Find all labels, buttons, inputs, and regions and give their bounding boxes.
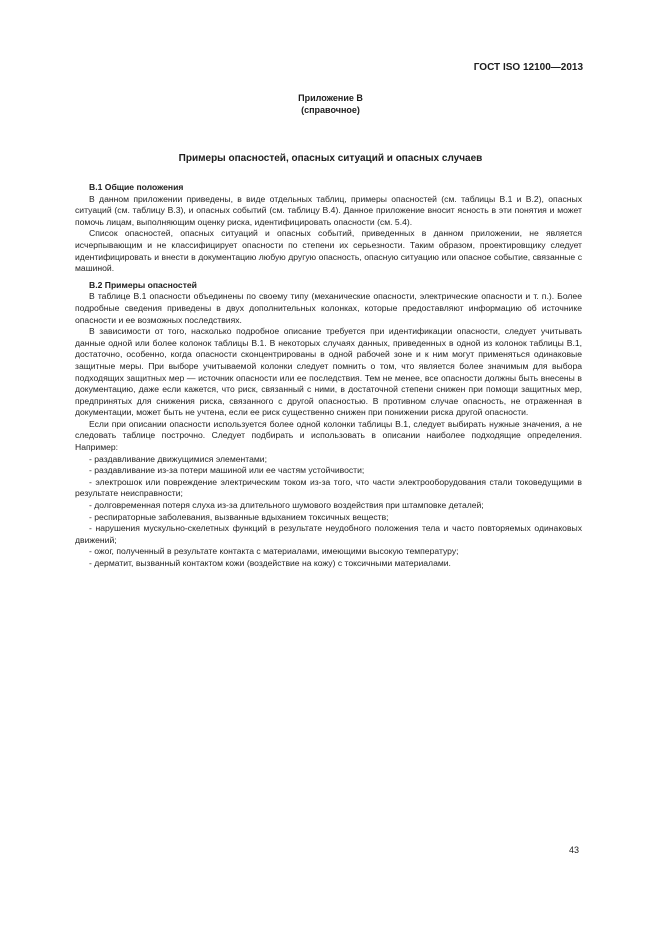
list-item: - электрошок или повреждение электрическим током из-за того, что части электрооборудования стали токоведущими в результате неисправности; [75,476,582,499]
list-item: - дерматит, вызванный контактом кожи (воздействие на кожу) с токсичными материалами. [89,558,451,568]
paragraph: В зависимости от того, насколько подробное описание требуется при идентификации опасности, следует учитывать данные одной или более колонок таблицы В.1. В некоторых случаях данных, приведенных в одной из колонок таблицы В.1, достаточно, особенно, когда опасности сконцентрированы в одной рабочей зоне и к ним могут применяться одинаковые защитные меры. При выборе учитываемой колонки следует помнить о том, что является более значимым для выбора подходящих защитных мер — источник опасности или ее последствия. Тем не менее, все опасности должны быть внесены в документацию, даже если кажется, что риск, связанный с ними, в достаточной степени снижен при помощи защитных мер, предпринятых для снижения риска, связанного с другой опасностью. В противном случае опасность, не отраженная в документации, может быть не учтена, если ее риск существенно снижен при понижении риска другой опасности. [75,326,582,418]
paragraph: Если при описании опасности используется более одной колонки таблицы В.1, следует выбирать нужные значения, а не следовать таблице построчно. Следует подбирать и использовать в описании наиболее подходящие определения. Например: [75,418,582,453]
document-body [75,182,582,570]
list-item: - долговременная потеря слуха из-за длительного шумового воздействия при штамповке деталей; [89,500,484,511]
appendix-heading [0,92,661,116]
section-heading: В.1 Общие положения [89,182,184,192]
paragraph: В данном приложении приведены, в виде отдельных таблиц, примеры опасностей (см. таблицы В.1 и В.2), опасных ситуаций (см. таблицу В.3), и опасных событий (см. таблицу В.4). Данное приложение вносит ясность в эти понятия и может помочь лицам, выполняющим оценку риска, идентифицировать опасности (см. 5.4). [75,193,582,227]
list-item: - ожог, полученный в результате контакта с материалами, имеющими высокую температуру; [89,546,459,557]
page-number: 43 [568,845,579,855]
list-item: - раздавливание движущимися элементами; [89,453,267,464]
document-code: ГОСТ ISO 12100—2013 [473,62,583,73]
section-heading: В.2 Примеры опасностей [89,279,197,290]
list-item: - раздавливание из-за потери машиной или ее частям устойчивости; [89,465,365,476]
appendix-title: Приложение В [298,93,363,103]
main-title: Примеры опасностей, опасных ситуаций и опасных случаев [178,153,483,164]
paragraph: В таблице В.1 опасности объединены по своему типу (механические опасности, электрические опасности и т. п.). Более подробные сведения приведены в двух дополнительных колонках, которые предоставляют информацию об источнике опасности и ее возможных последствиях. [75,291,582,325]
list-item: - нарушения мускульно-скелетных функций в результате неудобного положения тела и часто повторяемых одинаковых движений; [75,523,582,545]
paragraph: Список опасностей, опасных ситуаций и опасных событий, приведенных в данном приложении, не является исчерпывающим и не классифицирует опасности по степени их серьезности. Таким образом, проектировщику следует идентифицировать и внести в документацию любую другую опасность, опасную ситуацию или опасное событие, связанные с машиной. [75,228,582,274]
list-item: - респираторные заболевания, вызванные вдыханием токсичных веществ; [89,511,389,522]
appendix-subtitle: (справочное) [301,105,360,115]
